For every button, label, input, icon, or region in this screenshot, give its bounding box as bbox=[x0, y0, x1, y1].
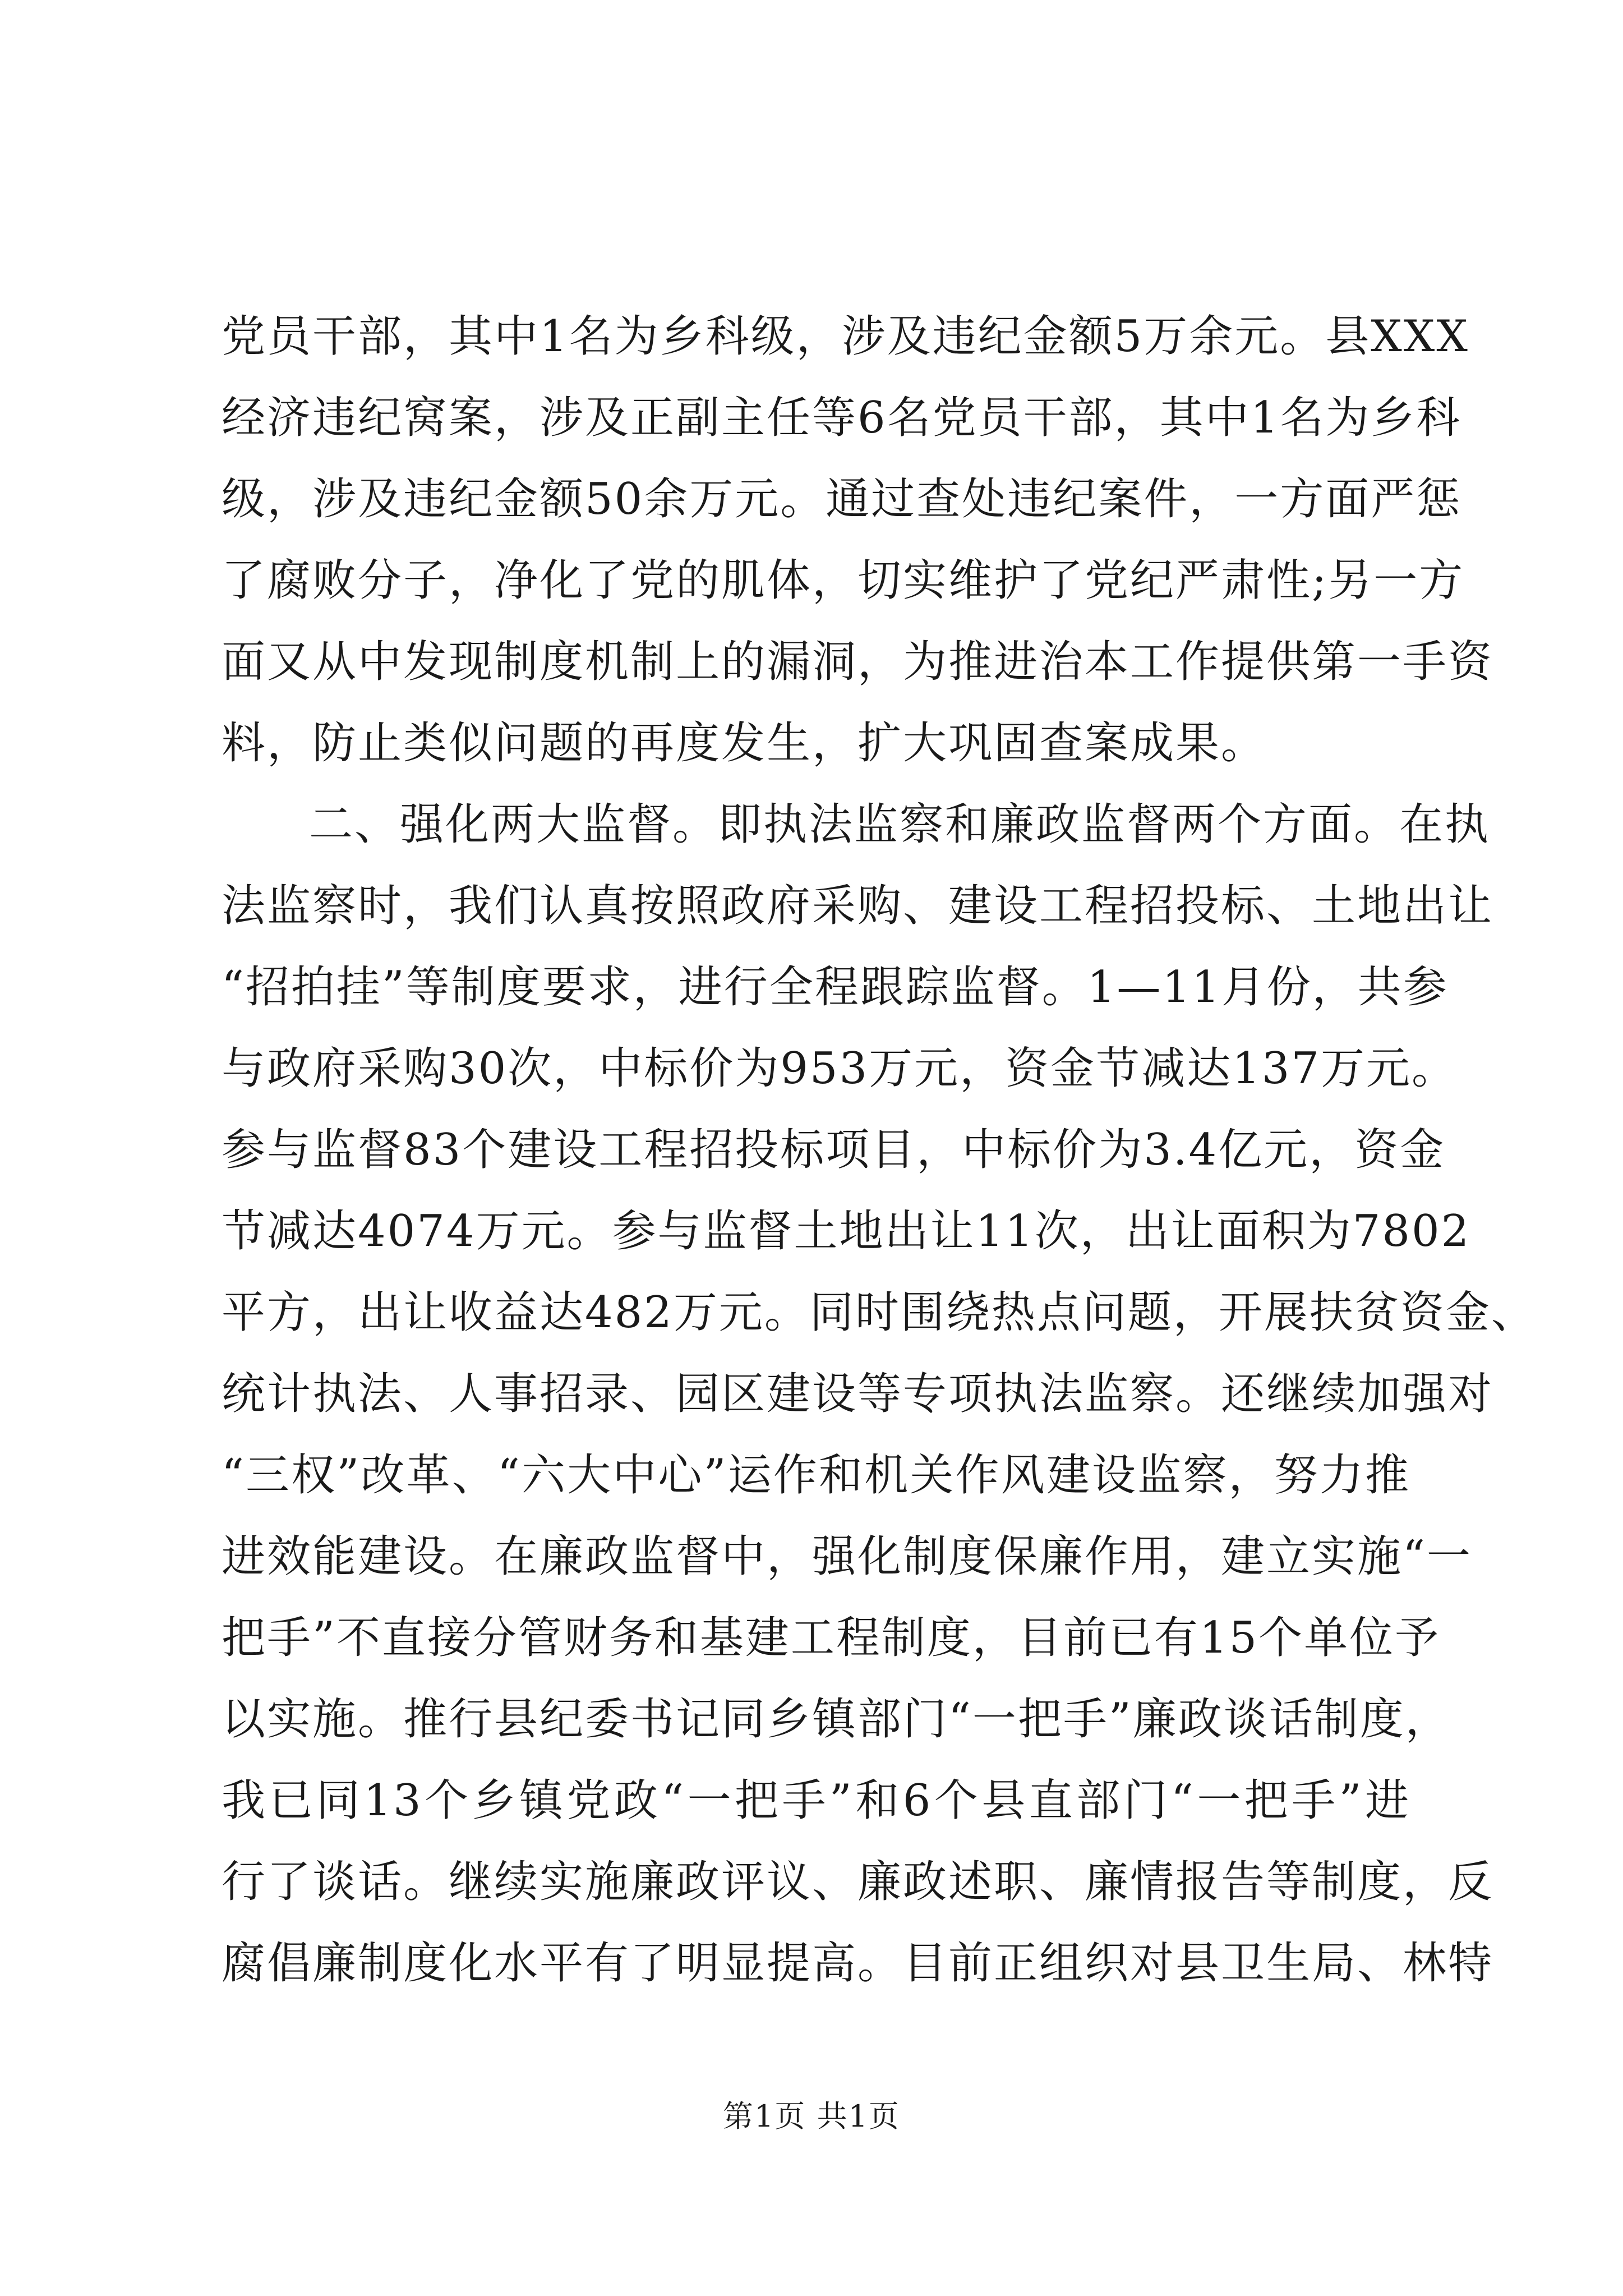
text-line: 经济违纪窝案，涉及正副主任等6名党员干部，其中1名为乡科 bbox=[222, 393, 1462, 443]
page-footer bbox=[0, 2092, 1623, 2136]
text-line: 面又从中发现制度机制上的漏洞，为推进治本工作提供第一手资 bbox=[222, 637, 1494, 687]
document-body bbox=[222, 296, 1537, 2004]
text-line: 与政府采购30次，中标价为953万元，资金节减达137万元。 bbox=[222, 1043, 1458, 1094]
text-line: 了腐败分子，净化了党的肌体，切实维护了党纪严肃性;另一方 bbox=[222, 555, 1465, 606]
text-line: 法监察时，我们认真按照政府采购、建设工程招投标、土地出让 bbox=[222, 881, 1494, 931]
text-line: 料，防止类似问题的再度发生，扩大巩固查案成果。 bbox=[222, 718, 1267, 769]
text-line: 节减达4074万元。参与监督土地出让11次，出让面积为7802 bbox=[222, 1206, 1471, 1257]
text-line: 级，涉及违纪金额50余万元。通过查处违纪案件，一方面严惩 bbox=[222, 474, 1462, 524]
text-line: 把手”不直接分管财务和基建工程制度，目前已有15个单位予 bbox=[222, 1613, 1441, 1663]
page-number-label: 第1页 共1页 bbox=[723, 2099, 900, 2134]
text-line: 二、强化两大监督。即执法监察和廉政监督两个方面。在执 bbox=[309, 799, 1491, 850]
text-line: 腐倡廉制度化水平有了明显提高。目前正组织对县卫生局、林特 bbox=[222, 1938, 1494, 1989]
text-line: “招拍挂”等制度要求，进行全程跟踪监督。1—11月份，共参 bbox=[222, 962, 1449, 1013]
paragraph-2 bbox=[222, 784, 1537, 2004]
text-line: 平方，出让收益达482万元。同时围绕热点问题，开展扶贫资金、 bbox=[222, 1287, 1537, 1338]
text-line: 进效能建设。在廉政监督中，强化制度保廉作用，建立实施“一 bbox=[222, 1531, 1472, 1582]
text-line: 党员干部，其中1名为乡科级，涉及违纪金额5万余元。县XXX bbox=[222, 311, 1469, 362]
paragraph-1 bbox=[222, 296, 1494, 784]
text-line: 统计执法、人事招录、园区建设等专项执法监察。还继续加强对 bbox=[222, 1369, 1494, 1419]
text-line: 行了谈话。继续实施廉政评议、廉政述职、廉情报告等制度，反 bbox=[222, 1857, 1494, 1907]
text-line: 参与监督83个建设工程招投标项目，中标价为3.4亿元，资金 bbox=[222, 1125, 1446, 1175]
text-line: 我已同13个乡镇党政“一把手”和6个县直部门“一把手”进 bbox=[222, 1775, 1410, 1826]
text-line: 以实施。推行县纪委书记同乡镇部门“一把手”廉政谈话制度， bbox=[222, 1694, 1451, 1745]
text-line: “三权”改革、“六大中心”运作和机关作风建设监察，努力推 bbox=[222, 1450, 1410, 1501]
